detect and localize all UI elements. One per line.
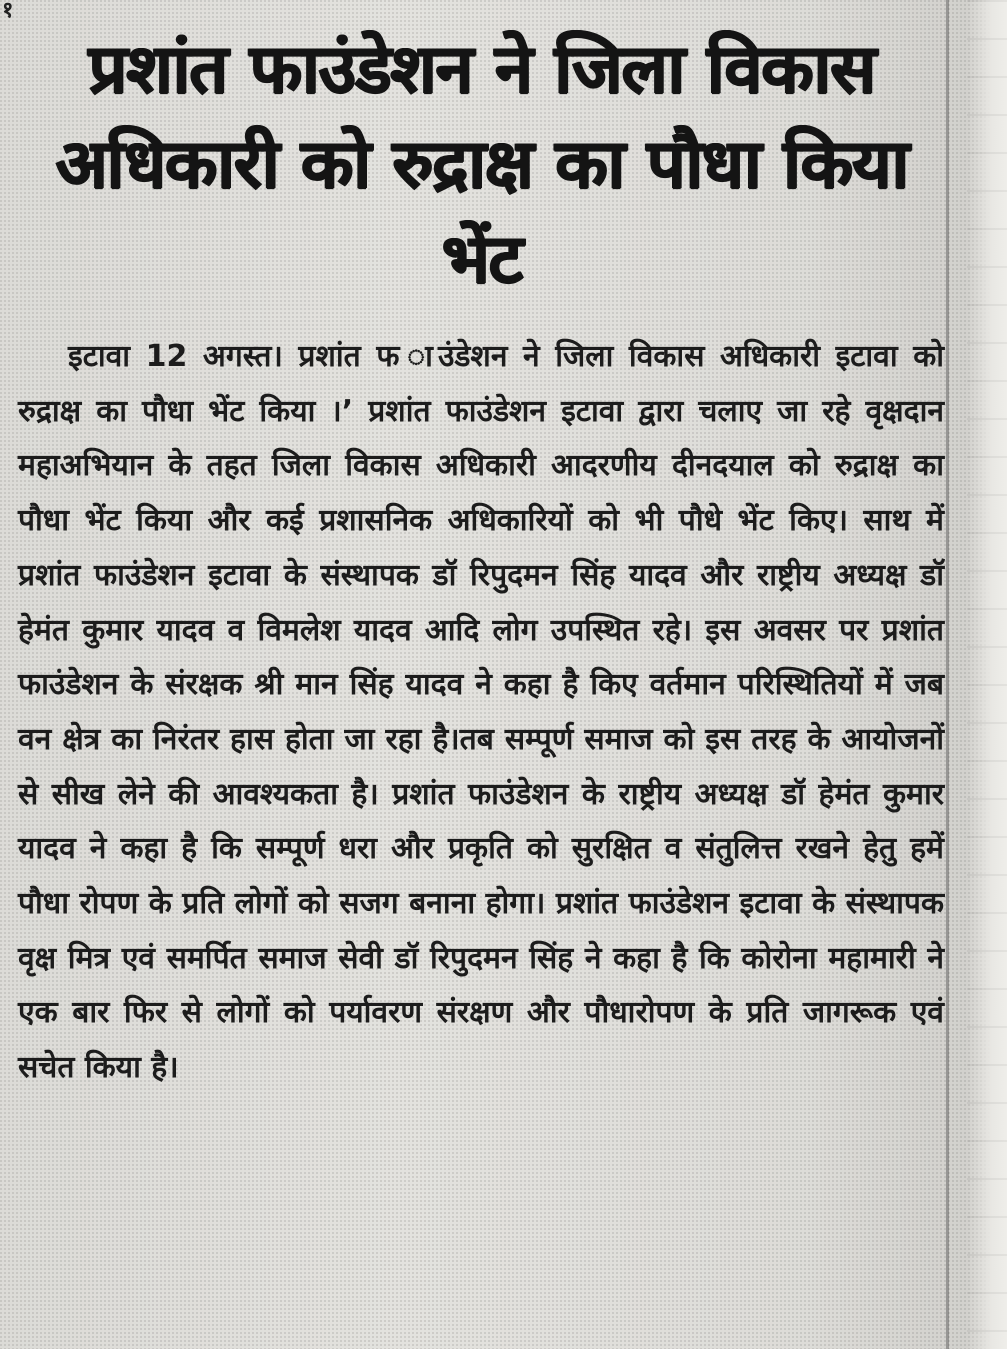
article-headline: प्रशांत फाउंडेशन ने जिला विकास अधिकारी को रुद्राक्ष का पौधा किया भेंट bbox=[55, 30, 909, 299]
page-corner-mark: १ bbox=[2, 0, 14, 23]
adjacent-column-bleed bbox=[967, 0, 1007, 1349]
article-body: इटावा 12 अगस्त। प्रशांत फ ाउंडेशन ने जिला विकास अधिकारी इटावा को रुद्राक्ष का पौधा भेंट किया ।’ प्रशांत फाउंडेशन इटावा द्वारा चलाए जा रहे वृक्षदान महाअभियान के तहत जिला विकास अधिकारी आदरणीय दीनदयाल को रुद्राक्ष का पौधा भेंट किया और कई प्रशासनिक अधिकारियों को भी पौधे भेंट किए। साथ में प्रशांत फाउंडेशन इटावा के संस्थापक डॉ रिपुदमन सिंह यादव और राष्ट्रीय अध्यक्ष डॉ हेमंत कुमार यादव व विमलेश यादव आदि लोग उपस्थित रहे। इस अवसर पर प्रशांत फाउंडेशन के संरक्षक श्री मान सिंह यादव ने कहा है किए वर्तमान परिस्थितियों में जब वन क्षेत्र का निरंतर हास होता जा रहा है।तब सम्पूर्ण समाज को इस तरह के आयोजनों से सीख लेने की आवश्यकता है। प्रशांत फाउंडेशन के राष्ट्रीय अध्यक्ष डॉ हेमंत कुमार यादव ने कहा है कि सम्पूर्ण धरा और प्रकृति को सुरक्षित व संतुलित्त रखने हेतु हमें पौधा रोपण के प्रति लोगों को सजग बनाना होगा। प्रशांत फाउंडेशन इटावा के संस्थापक वृक्ष मित्र एवं समर्पित समाज सेवी डॉ रिपुदमन सिंह ने कहा है कि कोरोना महामारी ने एक बार फिर से लोगों को पर्यावरण संरक्षण और पौधारोपण के प्रति जागरूक एवं सचेत किया है। bbox=[18, 339, 944, 1086]
column-divider bbox=[946, 0, 949, 1349]
